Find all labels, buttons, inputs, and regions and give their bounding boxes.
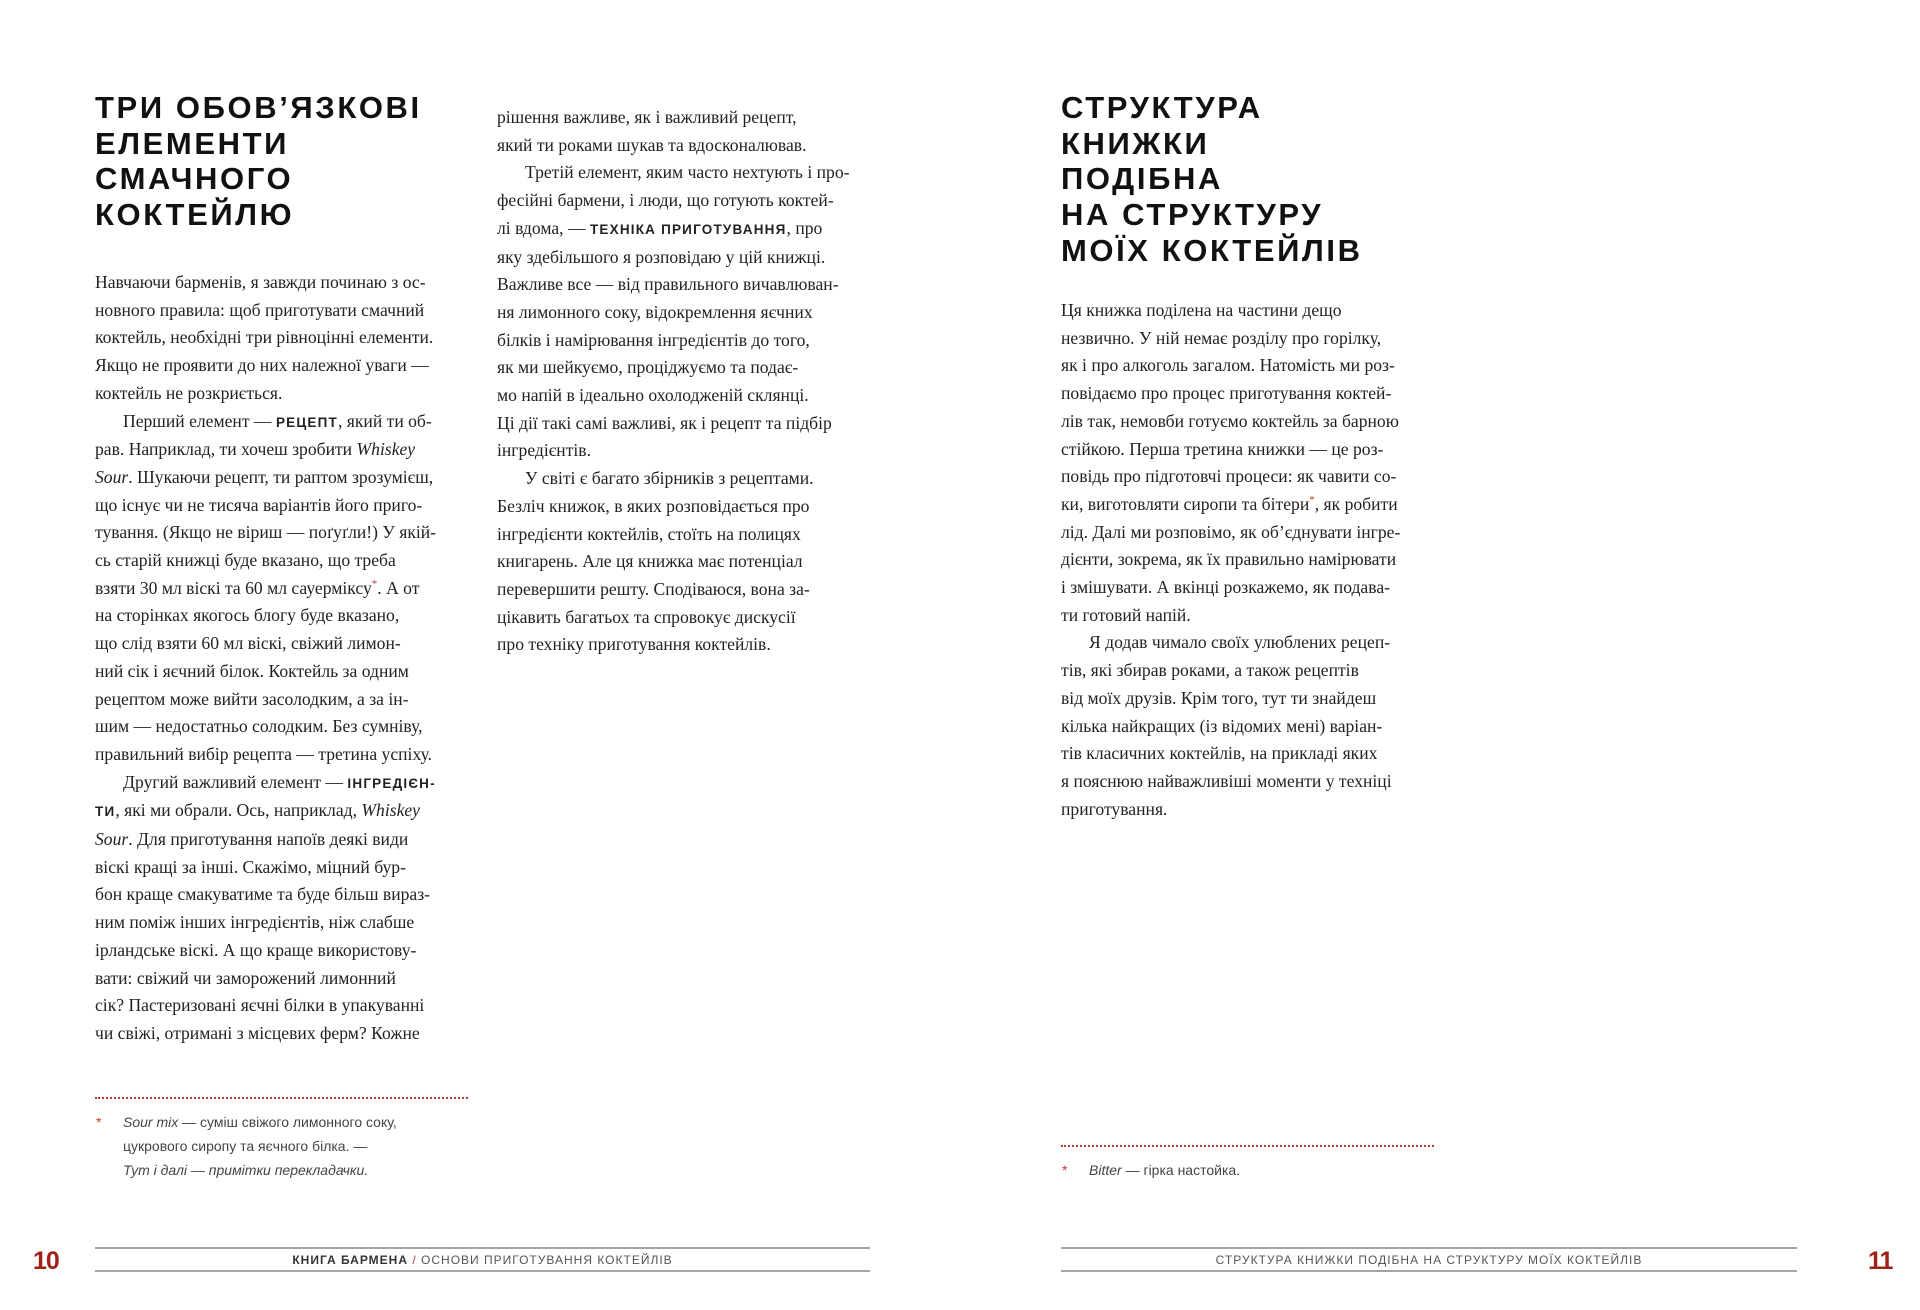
emphasis-term: ТИ: [95, 804, 116, 820]
text-line: ним поміж інших інгредієнтів, ніж слабше: [95, 912, 415, 933]
right-body-column: [1061, 297, 1441, 823]
text-line: перевершити решту. Сподіваюся, вона за-: [497, 578, 810, 599]
text-line: лів так, немовби готуємо коктейль за барною: [1061, 410, 1399, 431]
text-line: ти готовий напій.: [1061, 604, 1191, 625]
paragraph: [95, 408, 475, 769]
italic-text: Тут і далі — примітки перекладачки.: [123, 1162, 369, 1178]
text-line: від моїх друзів. Крім того, тут ти знайдеш: [1061, 687, 1377, 708]
text-line: чи свіжі, отримані з місцевих ферм? Кожне: [95, 1022, 420, 1043]
text-line: [1089, 1158, 1240, 1182]
italic-text: Bitter: [1089, 1162, 1122, 1178]
text-line: ірландське віскі. А що краще використову-: [95, 939, 417, 960]
footer-separator: /: [412, 1253, 417, 1267]
text-line: [95, 826, 475, 854]
text-line: тів, які збирав роками, а також рецептів: [1061, 660, 1359, 681]
text-line: Ця книжка поділена на частини дещо: [1061, 300, 1342, 320]
text-line: стійкою. Перша третина книжки — це роз-: [1061, 438, 1384, 459]
footnote-divider: [1061, 1145, 1434, 1147]
footer-rule-top: [95, 1247, 870, 1249]
text-line: про техніку приготування коктейлів.: [497, 634, 771, 655]
footer-rule-bottom: [1061, 1270, 1797, 1272]
text-line: кілька найкращих (із відомих мені) варіан-: [1061, 715, 1383, 736]
left-page-heading: [95, 90, 422, 233]
text-line: бон краще смакуватиме та буде більш вираз-: [95, 884, 431, 905]
text-line: повідаємо про процес приготування коктей-: [1061, 383, 1392, 404]
text-line: новного правила: щоб приготувати смачний: [95, 299, 425, 320]
left-body-column-1: [95, 269, 475, 1048]
text-line: сік? Пастеризовані яєчні білки в упакуванні: [95, 995, 425, 1016]
text-line: рішення важливе, як і важливий рецепт,: [497, 107, 797, 127]
page-number-right: 11: [1868, 1247, 1893, 1275]
text-line: рецептом може вийти засолодким, а за ін-: [95, 688, 409, 709]
text-segment: . Шукаючи рецепт, ти раптом зрозумієш,: [128, 466, 434, 487]
text-segment: . Для приготування напоїв деякі види: [128, 829, 409, 850]
text-segment: — гірка настойка.: [1121, 1162, 1241, 1178]
text-line: [1061, 491, 1441, 519]
text-line: незвично. У ній немає розділу про горілку,: [1061, 327, 1382, 348]
heading-line: ПОДІБНА: [1061, 161, 1223, 197]
page-number-left: 10: [33, 1247, 59, 1275]
text-line: на сторінках якогось блогу буде вказано,: [95, 605, 400, 626]
text-line: [95, 464, 475, 492]
text-line: яку здебільшого я розповідаю у цій книжці.: [497, 246, 826, 267]
heading-line: КНИЖКИ: [1061, 125, 1210, 161]
text-segment: , про: [786, 217, 823, 238]
footnote-marker: *: [1062, 1162, 1068, 1178]
footnote-divider: [95, 1097, 468, 1099]
footnote-marker: *: [96, 1114, 102, 1130]
text-line: інгредієнти коктейлів, стоїть на полицях: [497, 523, 801, 544]
text-line: [497, 215, 877, 244]
heading-line: НА СТРУКТУРУ: [1061, 197, 1324, 233]
paragraph: [497, 465, 877, 659]
text-line: коктейль, необхідні три рівноцінні елементи.: [95, 327, 434, 348]
text-line: ня лимонного соку, відокремлення яєчних: [497, 301, 813, 322]
footer-rule-bottom: [95, 1270, 870, 1272]
text-line: [95, 769, 475, 798]
italic-text: Sour: [95, 829, 129, 850]
text-segment: , як робити: [1314, 493, 1398, 514]
left-running-footer: [95, 1253, 870, 1267]
paragraph: [497, 159, 877, 465]
text-segment: рав. Наприклад, ти хочеш зробити: [95, 439, 357, 460]
text-line: я пояснюю найважливіші моменти у техніці: [1061, 770, 1392, 791]
text-line: Безліч книжок, в яких розповідається про: [497, 495, 810, 516]
text-line: Третій елемент, яким часто нехтують і про-: [525, 162, 850, 183]
text-segment: , які ми обрали. Ось, наприклад,: [115, 800, 362, 821]
heading-line: СТРУКТУРА: [1061, 90, 1263, 125]
emphasis-term: ІНГРЕДІЄН-: [347, 775, 436, 791]
text-segment: — суміш свіжого лимонного соку,: [178, 1114, 397, 1130]
footnote-ref: *: [371, 577, 378, 590]
text-line: як і про алкоголь загалом. Натомість ми роз-: [1061, 355, 1395, 376]
text-line: [123, 1158, 397, 1182]
italic-text: Whiskey: [356, 439, 416, 460]
text-line: правильний вибір рецепта — третина успіху.: [95, 743, 433, 764]
heading-line: СМАЧНОГО: [95, 161, 294, 197]
emphasis-term: ТЕХНІКА ПРИГОТУВАННЯ: [589, 221, 787, 237]
text-line: що існує чи не тисяча варіантів його приго-: [95, 494, 423, 515]
footer-rule-top: [1061, 1247, 1797, 1249]
heading-line: КОКТЕЙЛЮ: [95, 197, 295, 233]
heading-line: ЕЛЕМЕНТИ: [95, 125, 290, 161]
text-line: приготування.: [1061, 798, 1168, 819]
text-segment: ки, виготовляти сиропи та бітери: [1061, 493, 1310, 514]
text-line: Ці дії такі самі важливі, як і рецепт та підбір: [497, 412, 832, 433]
italic-text: Sour: [95, 466, 129, 487]
emphasis-term: РЕЦЕПТ: [275, 414, 338, 430]
text-line: цікавить багатьох та спровокує дискусії: [497, 606, 796, 627]
text-line: інгредієнтів.: [497, 440, 591, 461]
heading-line: МОЇХ КОКТЕЙЛІВ: [1061, 232, 1363, 268]
footer-book-title: КНИГА БАРМЕНА: [292, 1253, 409, 1267]
text-line: [95, 575, 475, 603]
text-segment: Перший елемент —: [123, 410, 276, 431]
text-line: Я додав чимало своїх улюблених рецеп-: [1089, 632, 1391, 653]
left-footnote: [96, 1110, 397, 1182]
text-segment: Другий важливий елемент —: [123, 771, 348, 792]
text-line: який ти роками шукав та вдосконалював.: [497, 134, 807, 155]
text-line: білків і намірювання інгредієнтів до того,: [497, 329, 810, 350]
text-segment: взяти 30 мл віскі та 60 мл сауерміксу: [95, 577, 372, 598]
text-line: ний сік і яєчний білок. Коктейль за одним: [95, 660, 409, 681]
text-line: тування. (Якщо не віриш — поґуґли!) У якій-: [95, 522, 437, 543]
text-segment: . А от: [377, 577, 420, 598]
text-line: [95, 797, 475, 826]
footer-chapter-title: ОСНОВИ ПРИГОТУВАННЯ КОКТЕЙЛІВ: [421, 1253, 673, 1267]
text-line: тів класичних коктейлів, на прикладі яких: [1061, 743, 1378, 764]
text-line: книгарень. Але ця книжка має потенціал: [497, 551, 803, 572]
right-running-footer: СТРУКТУРА КНИЖКИ ПОДІБНА НА СТРУКТУРУ МОЇХ КОКТЕЙЛІВ: [1215, 1253, 1643, 1267]
text-line: вати: свіжий чи заморожений лимонний: [95, 967, 396, 988]
text-line: повідь про підготовчі процеси: як чавити со-: [1061, 466, 1397, 487]
heading-line: ТРИ ОБОВ’ЯЗКОВІ: [95, 90, 422, 125]
text-line: мо напій в ідеально охолодженій склянці.: [497, 385, 809, 406]
text-line: як ми шейкуємо, проціджуємо та подає-: [497, 357, 799, 378]
text-line: і змішувати. А вкінці розкажемо, як подава-: [1061, 577, 1390, 598]
text-line: лід. Далі ми розповімо, як об’єднувати інгре-: [1061, 521, 1401, 542]
text-line: Важливе все — від правильного вичавлюван-: [497, 274, 839, 295]
text-line: Навчаючи барменів, я завжди починаю з ос-: [95, 272, 426, 292]
footnote-ref: *: [1309, 494, 1315, 507]
text-line: шим — недостатньо солодким. Без сумніву,: [95, 716, 423, 737]
text-line: У світі є багато збірників з рецептами.: [525, 468, 814, 489]
text-line: віскі кращі за інші. Скажімо, міцний бур-: [95, 856, 406, 877]
paragraph: [95, 769, 475, 1048]
paragraph: [497, 104, 877, 159]
text-line: дієнти, зокрема, як їх правильно намірювати: [1061, 549, 1397, 570]
text-line: [95, 408, 475, 437]
text-line: фесійні бармени, і люди, що готують коктей-: [497, 190, 834, 211]
text-line: [95, 436, 475, 464]
text-line: сь старій книжці буде вказано, що треба: [95, 550, 396, 571]
text-line: [123, 1110, 397, 1134]
paragraph: [1061, 629, 1441, 823]
left-body-column-2: [497, 104, 877, 659]
right-page-heading: [1061, 90, 1363, 269]
text-line: цукрового сиропу та яєчного білка. —: [123, 1138, 368, 1154]
italic-text: Sour mix: [123, 1114, 179, 1130]
paragraph: [1061, 297, 1441, 629]
text-line: коктейль не розкриється.: [95, 382, 283, 403]
text-line: Якщо не проявити до них належної уваги —: [95, 355, 429, 376]
paragraph: [95, 269, 475, 408]
italic-text: Whiskey: [361, 800, 420, 821]
text-segment: , який ти об-: [337, 410, 432, 431]
text-segment: лі вдома, —: [497, 217, 590, 238]
text-line: що слід взяти 60 мл віскі, свіжий лимон-: [95, 633, 401, 654]
right-footnote: [1062, 1158, 1241, 1182]
